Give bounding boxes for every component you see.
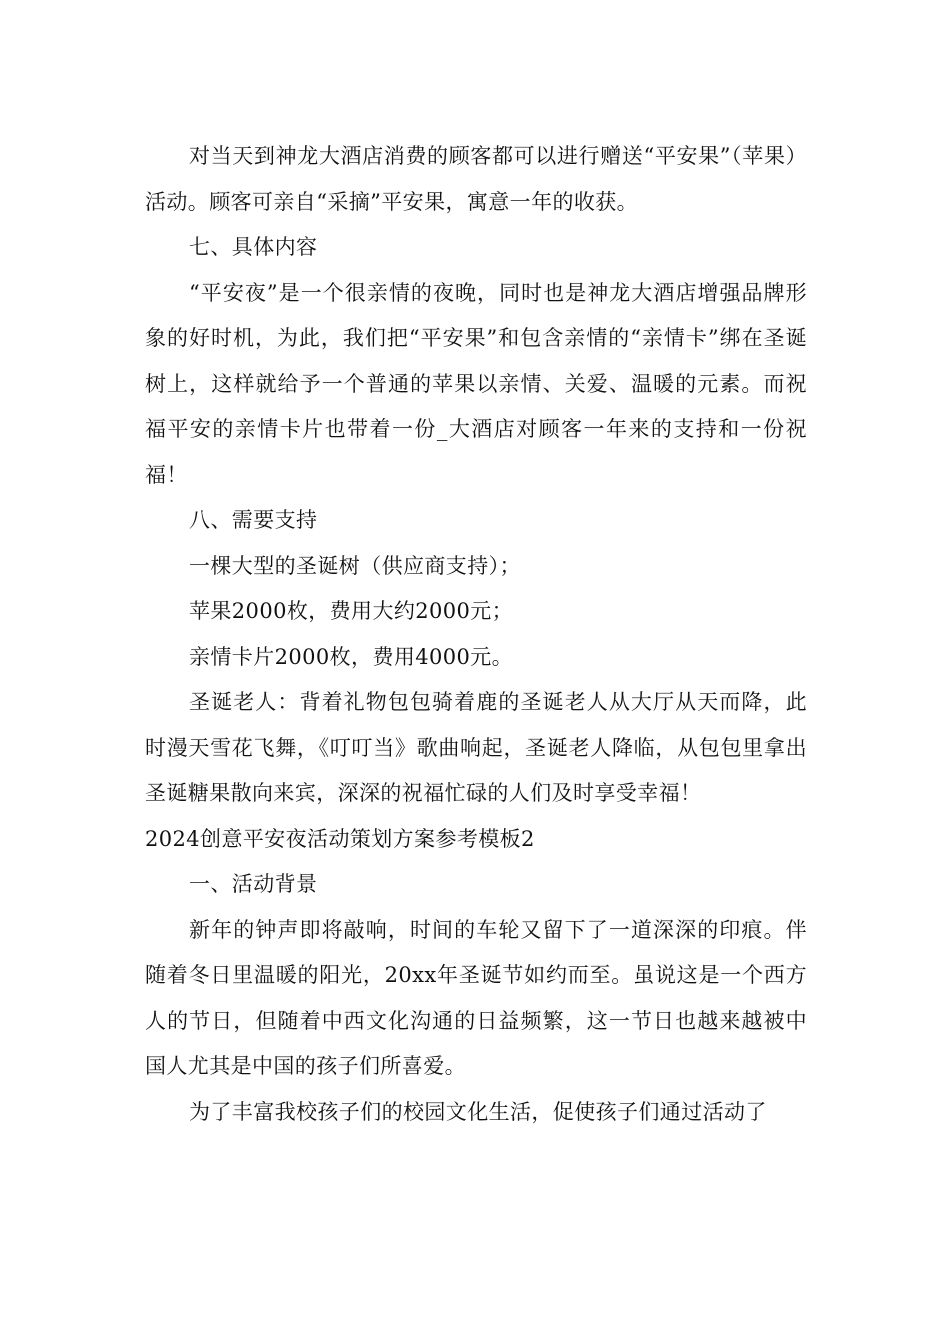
support-item-apples: 苹果2000枚，费用大约2000元；: [189, 599, 514, 623]
support-item-cards: 亲情卡片2000枚，费用4000元。: [189, 644, 514, 669]
heading-required-support: 八、需要支持: [189, 508, 318, 532]
paragraph-school-life: 为了丰富我校孩子们的校园文化生活，促使孩子们通过活动了: [189, 1099, 767, 1124]
paragraph-santa: 圣诞老人：背着礼物包包骑着鹿的圣诞老人从大厅从天而降，此时漫天雪花飞舞，《叮叮当》歌曲响起，圣诞老人降临，从包包里拿出圣诞糖果散向来宾，深深的祝福忙碌的人们及时享受幸福！: [145, 690, 807, 805]
document-body: [145, 134, 807, 1135]
support-item-tree: 一棵大型的圣诞树（供应商支持）；: [189, 553, 521, 578]
paragraph-new-year: 新年的钟声即将敲响，时间的车轮又留下了一道深深的印痕。伴随着冬日里温暖的阳光，20xx年圣诞节如约而至。虽说这是一个西方人的节日，但随着中西文化沟通的日益频繁，这一节日也越来越被中国人尤其是中国的孩子们所喜爱。: [145, 917, 807, 1078]
paragraph-gift-activity: 对当天到神龙大酒店消费的顾客都可以进行赠送“平安果”（苹果）活动。顾客可亲自“采摘”平安果，寓意一年的收获。: [145, 144, 807, 214]
heading-activity-background: 一、活动背景: [189, 872, 318, 896]
section-title-template-2: 2024创意平安夜活动策划方案参考模板2: [145, 826, 535, 851]
paragraph-christmas-eve: “平安夜”是一个很亲情的夜晚，同时也是神龙大酒店增强品牌形象的好时机，为此，我们把“平安果”和包含亲情的“亲情卡”绑在圣诞树上，这样就给予一个普通的苹果以亲情、关爱、温暖的元素。而祝福平安的亲情卡片也带着一份_大酒店对顾客一年来的支持和一份祝福！: [145, 280, 807, 487]
heading-specific-content: 七、具体内容: [189, 235, 318, 259]
